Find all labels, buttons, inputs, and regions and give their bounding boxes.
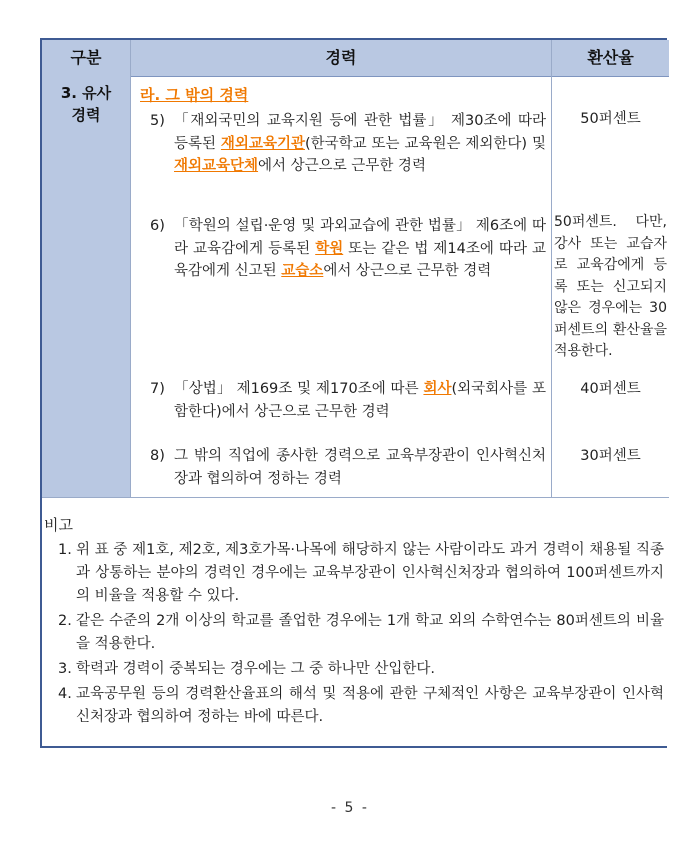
table-header-row [42, 40, 669, 77]
page-number: - 5 - [331, 800, 369, 816]
item-number: 7) [150, 381, 165, 397]
text-part: 에서 상근으로 근무한 경력 [323, 263, 492, 279]
divider [42, 497, 669, 498]
text-part: 「재외국민의 교육지원 등에 관한 법률」 제30조에 따라 등록된 [174, 113, 546, 152]
note-text: 학력과 경력이 중복되는 경우에는 그 중 하나만 산입한다. [76, 661, 436, 677]
category-cell [42, 76, 130, 497]
note-item-4 [58, 683, 664, 729]
item-text [174, 215, 546, 283]
category-label [42, 82, 130, 126]
rate-item-5: 50퍼센트 [580, 111, 641, 127]
note-number: 2. [58, 613, 72, 629]
note-item-3 [58, 658, 664, 681]
category-line2: 경력 [71, 106, 101, 124]
section-title: 라. 그 밖의 경력 [140, 86, 249, 104]
divider [130, 40, 131, 497]
note-number: 1. [58, 542, 72, 558]
text-part: 「상법」 제169조 및 제170조에 따른 [174, 381, 424, 397]
header-career: 경력 [325, 48, 357, 67]
rate-item-6: 50퍼센트. 다만, 강사 또는 교습자로 교육감에게 등록 또는 신고되지 않은 경우에는 30퍼센트의 환산율을 적용한다. [554, 214, 667, 359]
note-item-2 [58, 610, 664, 656]
header-rate: 환산율 [587, 48, 634, 67]
career-item-5 [150, 110, 546, 178]
career-conversion-table [40, 38, 667, 748]
text-part: 에서 상근으로 근무한 경력 [258, 158, 426, 174]
career-item-8 [150, 445, 546, 490]
highlight-term: 재외교육단체 [174, 158, 259, 174]
note-text: 교육공무원 등의 경력환산율표의 해석 및 적용에 관한 구체적인 사항은 교육부장관이 인사혁신처장과 협의하여 정하는 바에 따른다. [76, 686, 664, 725]
highlight-term: 교습소 [281, 263, 324, 279]
career-item-6 [150, 215, 546, 283]
note-text: 같은 수준의 2개 이상의 학교를 졸업한 경우에는 1개 학교 외의 수학연수는 80퍼센트의 비율을 적용한다. [76, 613, 664, 652]
text-part: (한국학교 또는 교육원은 제외한다) 및 [304, 135, 546, 152]
career-item-7 [150, 378, 546, 423]
highlight-term: 학원 [315, 240, 344, 257]
highlight-term: 재외교육기관 [220, 135, 305, 152]
highlight-term: 회사 [423, 381, 452, 397]
text-part: 또는 같은 법 제14조에 따라 교육감에게 신고된 [174, 240, 547, 279]
rate-item-7: 40퍼센트 [580, 381, 641, 397]
item-number: 5) [150, 113, 165, 129]
note-number: 3. [58, 661, 72, 677]
item-number: 8) [150, 448, 165, 464]
item-text [174, 110, 546, 178]
text-part: (외국회사를 포함한다)에서 상근으로 근무한 경력 [174, 381, 547, 420]
header-category: 구분 [70, 48, 102, 67]
item-number: 6) [150, 218, 165, 234]
rate-item-8: 30퍼센트 [580, 448, 641, 464]
text-part: 「학원의 설립·운영 및 과외교습에 관한 법률」 제6조에 따라 교육감에게 등록된 [174, 218, 546, 257]
note-number: 4. [58, 686, 72, 702]
item-text [174, 378, 546, 423]
note-item-1 [58, 539, 664, 608]
category-line1: 3. 유사 [60, 84, 112, 102]
item-text: 그 밖의 직업에 종사한 경력으로 교육부장관이 인사혁신처장과 협의하여 정하는 경력 [174, 448, 546, 487]
notes-title: 비고 [44, 516, 73, 534]
note-text: 위 표 중 제1호, 제2호, 제3호가목·나목에 해당하지 않는 사람이라도 과거 경력이 채용될 직종과 상통하는 분야의 경력인 경우에는 교육부장관이 인사혁신처장과 협의하여 100퍼센트까지의 비율을 적용할 수 있다. [76, 542, 664, 604]
divider [551, 40, 552, 497]
